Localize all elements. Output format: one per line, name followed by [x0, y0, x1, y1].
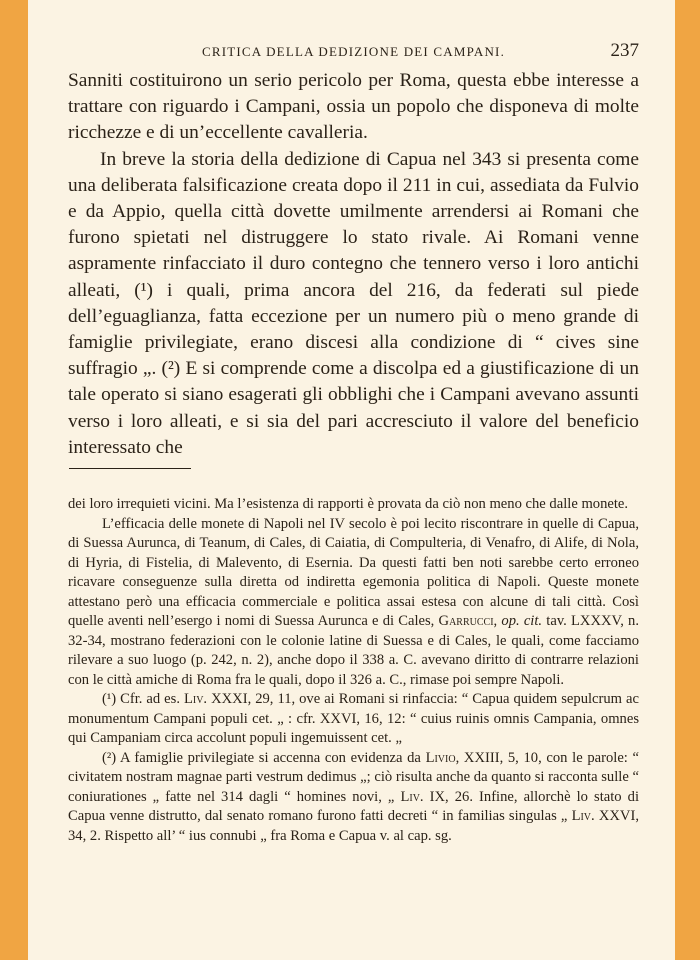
footnote-continuation-1: dei loro irrequieti vicini. Ma l’esistenza di rapporti è provata da ciò non meno che dalle monete. [68, 496, 629, 512]
body-paragraph-2 [68, 147, 639, 461]
footnote-text: Cfr. ad es. [120, 691, 180, 707]
footnote-text: XXXI, 29, 11, ove ai Romani si rinfaccia: “ Capua quidem sepulcrum ac monumentum Campani populi cet. „ : cfr. XXVI, 16, 12: “ cuius ruinis omnis Campania, omnes qui Campaniam circa accolunt populi ingemuissent cet. „ [68, 691, 639, 746]
author-liv: Liv. [400, 788, 424, 805]
footnote-text: XXVI, 34, 2. Rispetto all’ “ ius connubi „ fra Roma e Capua v. al cap. sg. [68, 808, 639, 844]
page-number: 237 [610, 40, 639, 61]
author-garrucci: Garrucci, [438, 613, 498, 629]
page-header [68, 40, 639, 64]
body-text: E si comprende come a discolpa ed a giustificazione di un tale operato si siano esagerati gli obblighi che i Campani avevano assunti verso i loro alleati, e si sia del pari accresciuto il valore del beneficio interessato che [68, 358, 639, 458]
body-text: In breve la storia della dedizione di Capua nel 343 si presenta come una deliberata falsificazione creata dopo il 211 in cui, assediata da Fulvio e da Appio, quella città dovette umilmente arrendersi ai Romani che furono spietati nel distruggere lo stato rivale. Ai Romani venne aspramente rinfacciato il duro contegno che tennero verso i loro antichi alleati, [68, 148, 639, 301]
footnote-ref-2[interactable]: (²) [161, 358, 181, 380]
book-page [28, 0, 675, 960]
footnote-marker-1: (¹) [102, 691, 117, 707]
running-title: CRITICA DELLA DEDIZIONE DEI CAMPANI. [201, 44, 506, 59]
body-paragraph-1: Sanniti costituirono un serio pericolo per Roma, questa ebbe interesse a trattare con riguardo i Campani, ossia un popolo che disponeva di molte ricchezze e di un’eccellente cavalleria. [68, 70, 639, 144]
footnote-text: A famiglie privilegiate si accenna con evidenza da [119, 749, 421, 766]
author-livio: Livio, [425, 749, 460, 766]
footnote-text: tav. LXXXV, n. 32-34, mostrano federazioni con le colonie latine di Suessa e di Cales, le quali, come facciamo rilevare a suo luogo (p. 242, n. 2), anche dopo il 338 a. C. avevano diritto di contrarre relazioni con le città amiche di Roma fra le quali, dopo il 326 a. C., rimase poi sempre Napoli. [68, 613, 639, 688]
footnote-text: IX, 26. Infine, allorchè lo stato di Capua venne distrutto, dal senato romano furono fatti decreti “ in familias singulas „ [68, 788, 639, 824]
author-liv: Liv. [571, 808, 595, 824]
author-liv: Liv. [183, 691, 208, 707]
footnote-text: L’efficacia delle monete di Napoli nel IV secolo è poi lecito riscontrare in quelle di Capua, di Suessa Aurunca, di Teanum, di Cales, di Caiatia, di Compulteria, di Venafro, di Alife, di Nola, di Hyria, di Fistelia, di Malevento, di Esernia. Da questi fatti ben noti sarebbe certo erroneo ricavare conseguenze sulla diretta od indiretta egemonia politica di Napoli. Queste monete attestano però una efficacia commerciale e politica assai estesa con alcune di tali città. Così quelle aventi nell’esergo i nomi di Suessa Aurunca e di Cales, [68, 515, 639, 629]
footnote-2 [68, 749, 639, 847]
footnote-continuation-2 [68, 515, 639, 691]
main-text [68, 68, 639, 461]
op-cit: op. cit. [501, 613, 543, 629]
footnote-text: XXIII, 5, 10, con le parole: “ civitatem nostram magnae parti vestrum dedimus „; ciò risulta anche da quanto si racconta sulle “ coniurationes „ fatte nel 314 dagli “ homines novi, „ [68, 749, 640, 805]
footnote-ref-1[interactable]: (¹) [134, 279, 153, 301]
footnotes [68, 495, 639, 846]
footnote-marker-2: (²) [102, 749, 117, 766]
footnote-1 [68, 690, 639, 749]
body-text: i quali, prima ancora del 216, da federati sul piede dell’eguaglianza, fatta eccezione per un numero più o meno grande di famiglie privilegiate, erano discesi alla condizione di “ cives sine suffragio „. [68, 279, 640, 380]
footnote-divider [69, 468, 191, 469]
